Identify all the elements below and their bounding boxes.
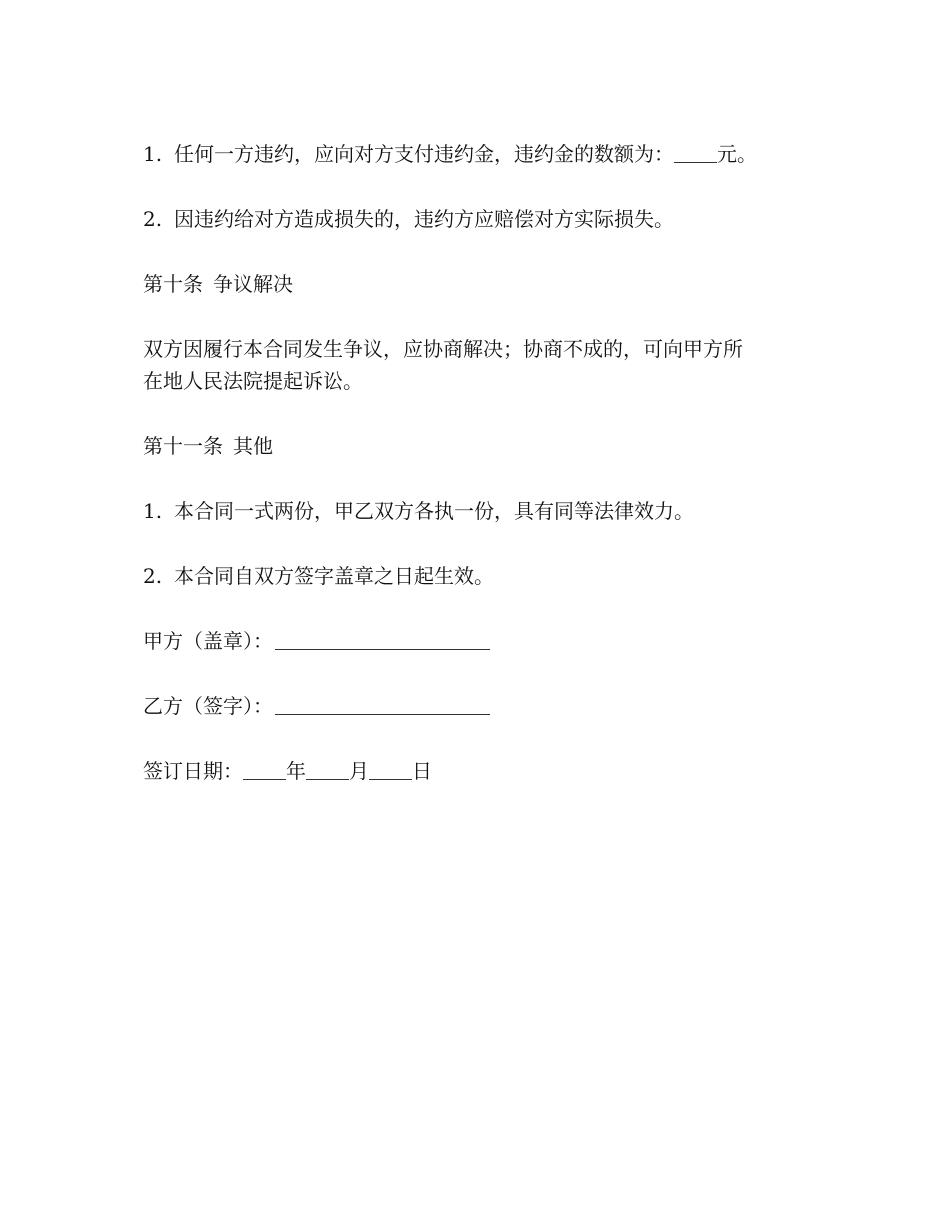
article-10-body [143,333,803,397]
article-10-title: 争议解决 [213,272,293,296]
party-b-label: 乙方（签字）： [143,694,273,718]
year-label: 年 [286,759,306,783]
item-number: 2. [143,564,163,588]
year-blank [243,759,286,780]
party-a-signature-line [143,625,815,657]
party-a-label: 甲方（盖章）： [143,629,273,653]
party-b-signature-blank [275,694,490,715]
penalty-item-2 [143,203,815,235]
day-label: 日 [412,759,432,783]
signing-date-line [143,755,815,787]
penalty-item-1 [143,138,815,170]
article-11-item-1 [143,495,815,527]
article-10-heading [143,268,815,300]
party-b-signature-line [143,690,815,722]
item-number: 2. [143,207,163,231]
article-11-item-2 [143,560,815,592]
item-number: 1. [143,499,163,523]
article-11-heading [143,430,815,462]
document-body [143,138,815,787]
penalty-item-1-text: 任何一方违约，应向对方支付违约金，违约金的数额为： [174,142,674,166]
amount-blank [674,142,717,163]
month-blank [306,759,349,780]
article-10-label: 第十条 [143,272,203,296]
party-a-signature-blank [275,629,490,650]
article-11-item-2-text: 本合同自双方签字盖章之日起生效。 [174,564,494,588]
day-blank [369,759,412,780]
date-label: 签订日期： [143,759,243,783]
article-11-title: 其他 [233,434,273,458]
penalty-item-2-text: 因违约给对方造成损失的，违约方应赔偿对方实际损失。 [174,207,674,231]
article-10-body-line-1: 双方因履行本合同发生争议，应协商解决；协商不成的，可向甲方所 [143,337,743,361]
month-label: 月 [349,759,369,783]
item-number: 1. [143,142,163,166]
article-11-item-1-text: 本合同一式两份，甲乙双方各执一份，具有同等法律效力。 [174,499,694,523]
article-10-body-line-2: 在地人民法院提起诉讼。 [143,369,363,393]
penalty-item-1-suffix: 元。 [717,142,757,166]
article-11-label: 第十一条 [143,434,223,458]
